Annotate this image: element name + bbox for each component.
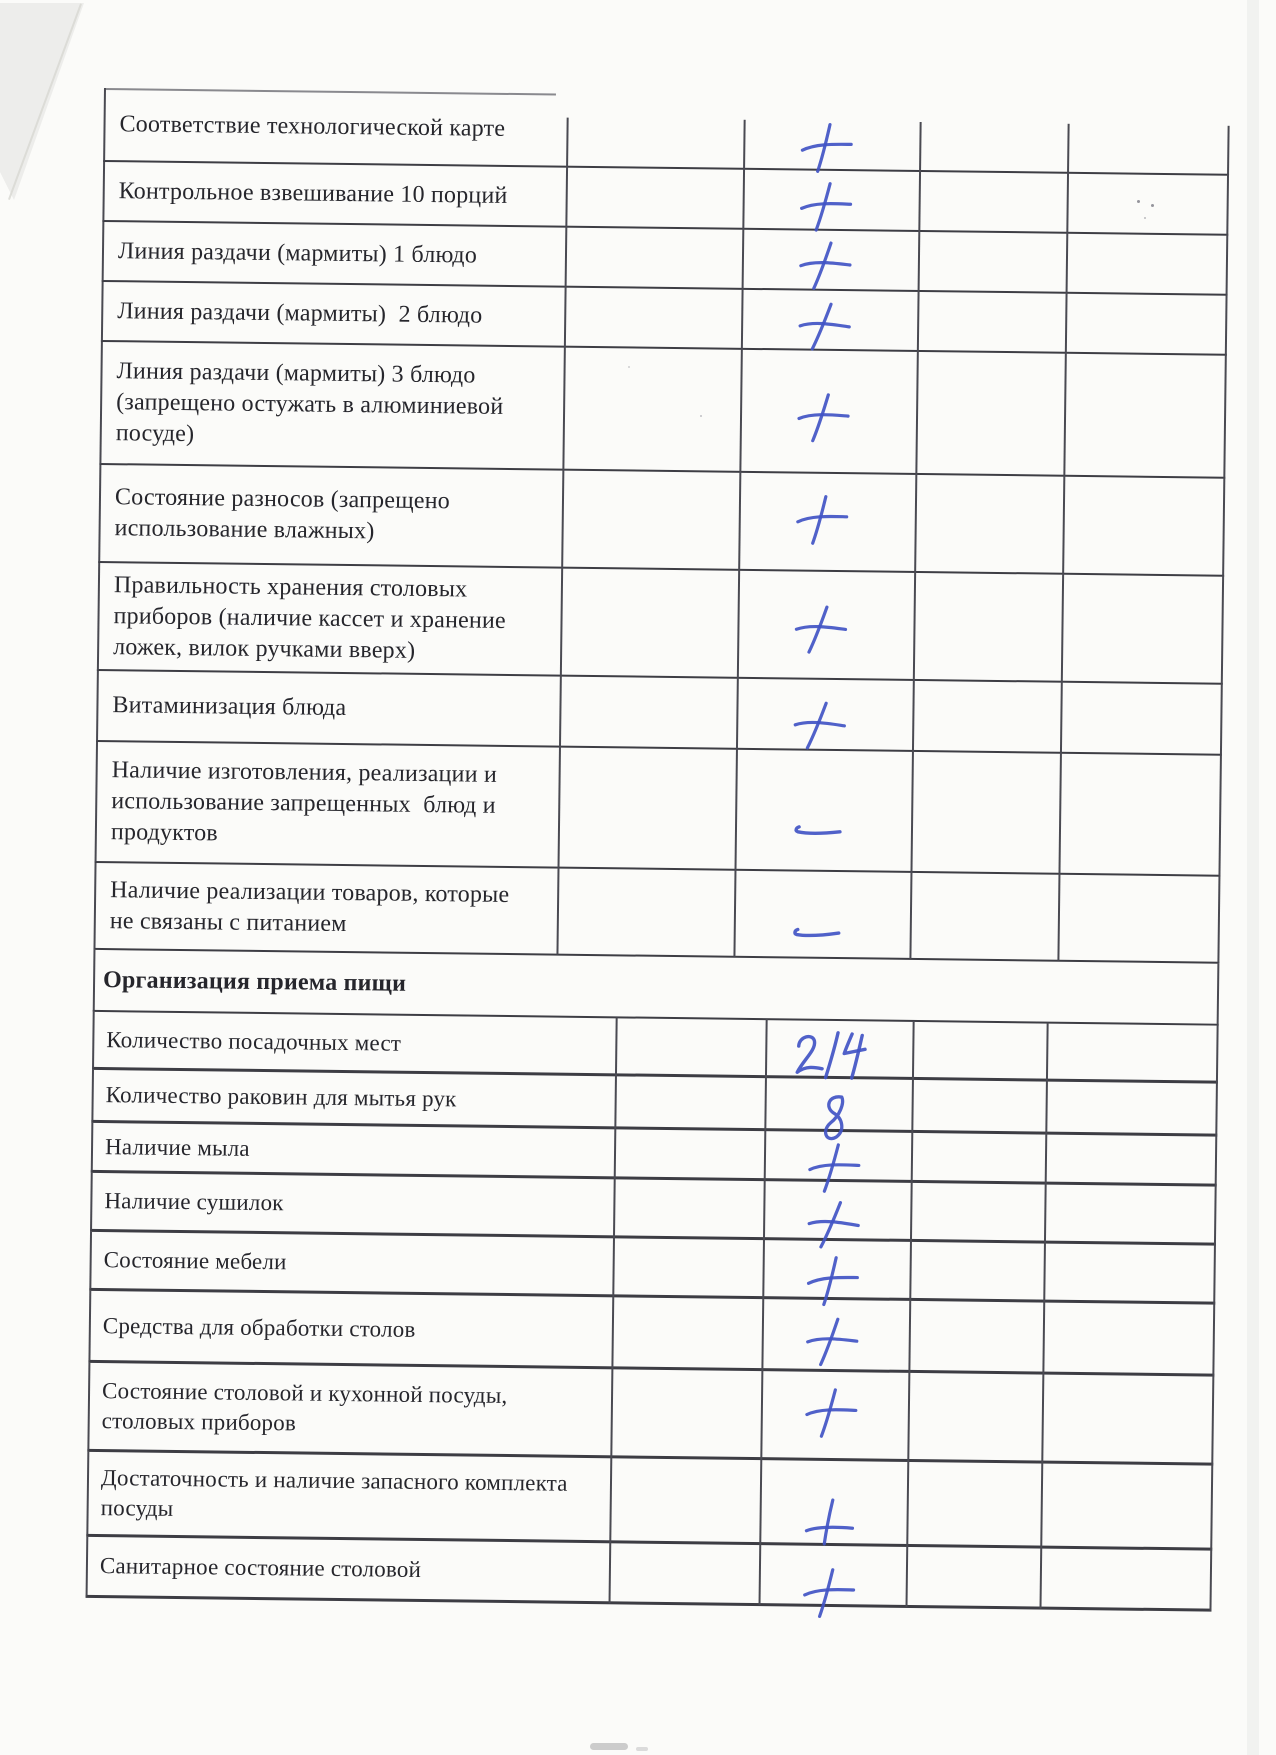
row-label: Средства для обработки столов	[102, 1312, 416, 1342]
criteria-cell	[100, 464, 562, 568]
row-label: Соответствие технологической карте	[119, 110, 506, 142]
grade-cell	[916, 291, 1065, 353]
grade-cell	[914, 474, 1064, 574]
grade-cell	[918, 171, 1067, 233]
table-body	[86, 88, 1230, 1612]
grade-cell	[758, 1544, 905, 1607]
grade-cell	[760, 1370, 908, 1461]
grade-cell	[611, 1296, 762, 1370]
criteria-cell	[93, 1068, 615, 1127]
grade-cell	[763, 1180, 910, 1241]
table-row	[86, 1537, 1213, 1612]
grade-cell	[908, 1299, 1044, 1373]
grade-cell	[917, 231, 1066, 293]
grade-cell	[1046, 1022, 1218, 1082]
grade-cell	[609, 1457, 760, 1544]
row-label: Состояние мебели	[103, 1247, 287, 1275]
row-label: Линия раздачи (мармиты) 2 блюдо	[117, 297, 483, 329]
row-label: Правильность хранения столовых приборов (наличие кассет и хранение ложек, вилок ручками вверх)	[113, 571, 507, 664]
grade-cell	[1042, 1373, 1215, 1464]
row-label: Линия раздачи (мармиты) 1 блюдо	[117, 237, 478, 269]
ink-speck	[628, 366, 630, 368]
row-label: Состояние столовой и кухонной посуды, столовых приборов	[101, 1378, 508, 1436]
table-row	[86, 1452, 1213, 1551]
grade-cell	[909, 872, 1059, 961]
grade-cell	[906, 1460, 1042, 1547]
grade-cell	[614, 1075, 764, 1130]
row-label: Наличие мыла	[104, 1133, 250, 1161]
handwritten-mark	[793, 176, 858, 237]
grade-cell	[910, 1131, 1045, 1183]
grade-cell	[564, 287, 741, 349]
grade-cell	[1044, 1242, 1216, 1303]
grade-cell	[1040, 1547, 1212, 1610]
table-row	[87, 1363, 1214, 1466]
table-section-upper	[93, 88, 1229, 964]
grade-cell	[1067, 173, 1229, 235]
grade-cell	[559, 676, 737, 749]
row-label: Санитарное состояние столовой	[99, 1553, 422, 1582]
ink-smudge	[636, 1747, 648, 1751]
handwritten-mark	[792, 234, 859, 297]
row-label: Наличие реализации товаров, которые не связаны с питанием	[109, 876, 510, 937]
grade-cell	[561, 470, 739, 570]
table-row	[95, 742, 1222, 877]
table-row	[99, 342, 1226, 479]
grade-cell	[1065, 293, 1227, 355]
grade-cell	[733, 870, 910, 959]
table-section-lower	[86, 1012, 1219, 1612]
grade-cell	[734, 749, 911, 872]
grade-cell	[1061, 574, 1224, 684]
grade-cell	[761, 1298, 909, 1372]
row-label: Линия раздачи (мармиты) 3 блюдо (запрещено остужать в алюминиевой посуде)	[115, 358, 504, 448]
criteria-cell	[105, 87, 567, 167]
handwritten-mark	[798, 1382, 863, 1443]
grade-cell	[738, 472, 915, 572]
grade-cell	[759, 1459, 907, 1546]
grade-cell	[909, 1240, 1044, 1301]
grade-cell	[1066, 233, 1228, 295]
table-row	[97, 563, 1224, 685]
grade-cell	[912, 572, 1062, 682]
grade-cell	[741, 229, 917, 291]
row-label: Контрольное взвешивание 10 порций	[118, 177, 508, 209]
grade-cell	[1045, 1133, 1217, 1185]
grade-cell	[915, 351, 1065, 476]
grade-cell	[1044, 1183, 1216, 1244]
criteria-cell	[89, 1361, 611, 1456]
grade-cell	[737, 570, 914, 680]
criteria-cell	[101, 341, 564, 470]
grade-cell	[557, 868, 735, 957]
grade-cell	[1062, 476, 1225, 576]
ink-speck	[1137, 200, 1140, 203]
ink-smudge	[590, 1743, 628, 1750]
grade-cell	[764, 1130, 911, 1182]
row-label: Достаточность и наличие запасного комплекта посуды	[100, 1465, 568, 1521]
criteria-cell	[99, 562, 561, 676]
grade-cell	[739, 349, 916, 474]
grade-cell	[614, 1128, 764, 1180]
criteria-cell	[95, 862, 557, 955]
criteria-cell	[93, 1121, 615, 1177]
scanner-edge-band	[1247, 0, 1259, 1755]
grade-cell	[1058, 874, 1221, 963]
ink-speck	[700, 415, 702, 417]
grade-cell	[910, 1181, 1045, 1242]
grade-cell	[1064, 353, 1227, 478]
handwritten-mark	[789, 489, 855, 552]
criteria-cell	[98, 670, 560, 747]
grade-cell	[742, 169, 918, 231]
grade-cell	[1060, 682, 1223, 755]
handwritten-mark	[787, 598, 855, 662]
criteria-cell	[103, 281, 565, 347]
grade-cell	[615, 1017, 765, 1077]
grade-cell	[565, 227, 742, 289]
criteria-cell	[104, 161, 566, 227]
grade-cell	[765, 1019, 912, 1079]
grade-cell	[907, 1371, 1043, 1462]
grade-cell	[912, 680, 1062, 753]
grade-cell	[563, 347, 741, 472]
table-row	[98, 465, 1225, 577]
handwritten-mark	[797, 1490, 862, 1551]
grade-cell	[911, 1078, 1046, 1133]
criteria-cell	[88, 1535, 610, 1602]
grade-cell	[566, 167, 743, 229]
row-label: Витаминизация блюда	[112, 692, 347, 722]
grade-cell	[560, 568, 738, 678]
scan-table	[86, 88, 1230, 1612]
ink-speck	[1151, 204, 1154, 207]
criteria-cell	[97, 741, 560, 868]
handwritten-mark	[791, 387, 856, 448]
handwritten-mark	[786, 1024, 885, 1085]
handwritten-mark	[785, 693, 854, 758]
grade-cell	[613, 1178, 763, 1239]
ink-speck	[1144, 217, 1146, 219]
grade-cell	[609, 1542, 759, 1605]
grade-cell	[910, 751, 1060, 874]
grade-cell	[911, 1020, 1046, 1080]
row-label: Наличие сушилок	[104, 1188, 284, 1216]
row-label: Количество раковин для мытья рук	[105, 1082, 457, 1112]
section-header-label: Организация приема пищи	[102, 966, 407, 997]
handwritten-mark	[788, 818, 849, 841]
row-label: Состояние разносов (запрещено использование влажных)	[114, 484, 451, 545]
grade-cell	[1046, 1080, 1218, 1135]
grade-cell	[558, 747, 736, 870]
grade-cell	[741, 289, 917, 351]
grade-cell	[610, 1368, 761, 1459]
criteria-cell	[104, 221, 566, 287]
grade-cell	[905, 1545, 1041, 1608]
grade-cell	[1043, 1301, 1216, 1375]
grade-cell	[764, 1077, 911, 1132]
criteria-cell	[94, 1010, 616, 1074]
handwritten-mark	[798, 1310, 865, 1373]
criteria-cell	[91, 1230, 613, 1295]
grade-cell	[736, 678, 913, 751]
grade-cell	[1041, 1462, 1214, 1549]
criteria-cell	[88, 1450, 610, 1541]
handwritten-mark	[787, 921, 847, 942]
row-label: Количество посадочных мест	[106, 1026, 402, 1056]
row-label: Наличие изготовления, реализации и использование запрещенных блюд и продуктов	[110, 757, 498, 847]
grade-cell	[612, 1237, 762, 1298]
criteria-cell	[90, 1289, 612, 1367]
grade-cell	[762, 1239, 909, 1300]
table-row	[93, 863, 1220, 964]
grade-cell	[1059, 753, 1222, 876]
handwritten-mark	[795, 1562, 861, 1625]
criteria-cell	[92, 1171, 614, 1236]
